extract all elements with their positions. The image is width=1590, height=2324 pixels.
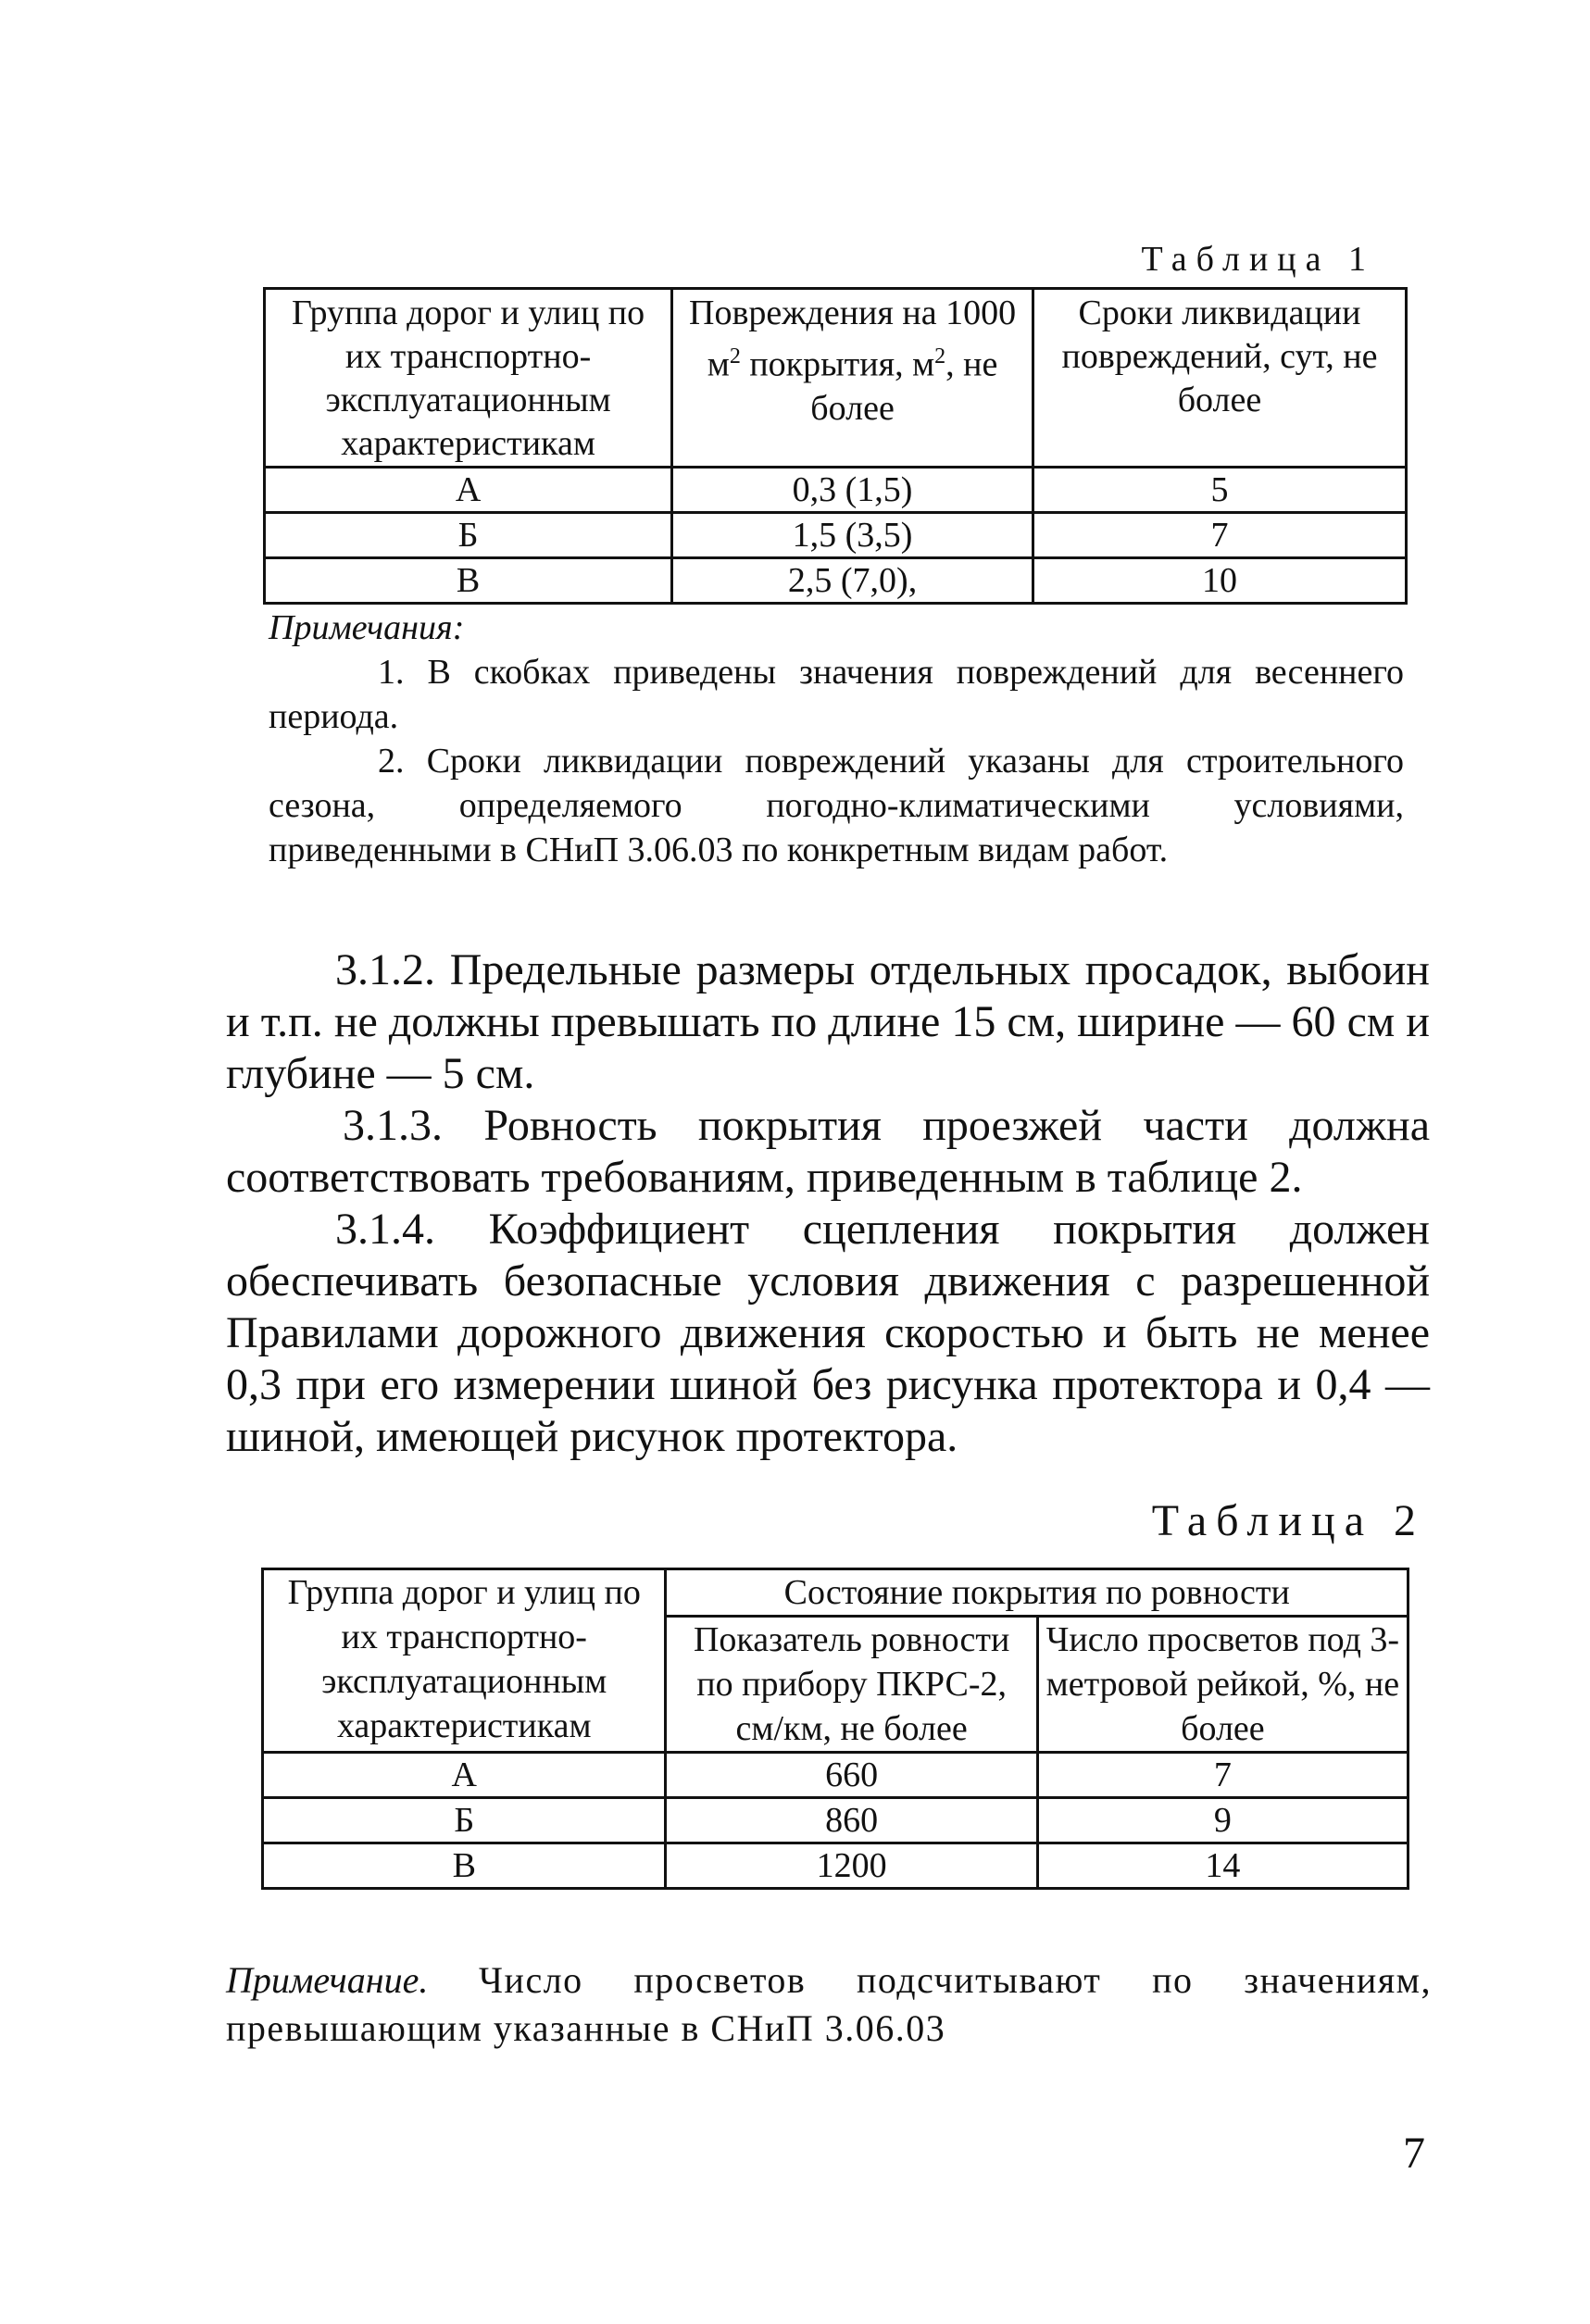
table1-header-group: Группа дорог и улиц по их транспортно-эксплуатационным характеристикам: [265, 289, 672, 468]
table1-header-deadline: Сроки ликвидации повреждений, сут, не более: [1033, 289, 1406, 468]
table-cell: В: [265, 558, 672, 604]
table-cell: 0,3 (1,5): [672, 468, 1033, 513]
table-cell: Б: [263, 1798, 666, 1843]
table2-note: [226, 1956, 1432, 2053]
table-row: [263, 1798, 1408, 1843]
table-row: [265, 468, 1407, 513]
table-cell: 9: [1037, 1798, 1408, 1843]
table2-header-gaps: Число просветов под 3-метровой рейкой, %, не более: [1037, 1617, 1408, 1753]
table-cell: 7: [1037, 1753, 1408, 1798]
body-text: [226, 944, 1430, 1463]
table2-header-span: Состояние покрытия по ровности: [666, 1569, 1408, 1617]
table-cell: 1,5 (3,5): [672, 513, 1033, 558]
table1-header-damage: Повреждения на 1000 $м^2$ покрытия, $м^2$, не более: [672, 289, 1033, 468]
table-row: [263, 1753, 1408, 1798]
table2: [261, 1568, 1409, 1890]
table2-header-index: Показатель ровности по прибору ПКРС-2, см/км, не более: [666, 1617, 1037, 1753]
table-cell: А: [265, 468, 672, 513]
table-cell: 2,5 (7,0),: [672, 558, 1033, 604]
table-cell: 14: [1037, 1843, 1408, 1889]
table1-caption: Таблица 1: [1141, 240, 1375, 279]
table2-header-group: Группа дорог и улиц по их транспортно-эксплуатационным характеристикам: [263, 1569, 666, 1753]
note-item: 2. Сроки ликвидации повреждений указаны для строительного сезона, определяемого погодно-климатическими условиями, приведенными в СНиП 3.06.03 по конкретным видам работ.: [269, 742, 1404, 869]
table-cell: 5: [1033, 468, 1406, 513]
table-cell: Б: [265, 513, 672, 558]
table-cell: 860: [666, 1798, 1037, 1843]
notes-title: Примечания:: [269, 608, 465, 647]
table-cell: А: [263, 1753, 666, 1798]
table-cell: 7: [1033, 513, 1406, 558]
table-cell: В: [263, 1843, 666, 1889]
table-cell: 10: [1033, 558, 1406, 604]
table1-notes: [269, 606, 1404, 872]
paragraph: 3.1.3. Ровность покрытия проезжей части должна соответствовать требованиям, приведенным в таблице 2.: [226, 1101, 1430, 1202]
page-number: 7: [1403, 2129, 1425, 2178]
note-text: Число просветов подсчитывают по значениям, превышающим указанные в СНиП 3.06.03: [226, 1959, 1432, 2049]
table2-caption: Таблица 2: [1151, 1496, 1425, 1545]
table-row: [265, 513, 1407, 558]
table-cell: 1200: [666, 1843, 1037, 1889]
note-item: 1. В скобках приведены значения повреждений для весеннего периода.: [269, 653, 1404, 736]
paragraph: 3.1.2. Предельные размеры отдельных просадок, выбоин и т.п. не должны превышать по длине 15 см, ширине — 60 см и глубине — 5 см.: [226, 945, 1430, 1098]
table1: [263, 287, 1408, 605]
table-row: [263, 1843, 1408, 1889]
paragraph: 3.1.4. Коэффициент сцепления покрытия должен обеспечивать безопасные условия движения с разрешенной Правилами дорожного движения скоростью и быть не менее 0,3 при его измерении шиной без рисунка протектора и 0,4 — шиной, имеющей рисунок протектора.: [226, 1205, 1430, 1461]
note-label: Примечание.: [226, 1959, 429, 2001]
table-row: [265, 558, 1407, 604]
table-cell: 660: [666, 1753, 1037, 1798]
